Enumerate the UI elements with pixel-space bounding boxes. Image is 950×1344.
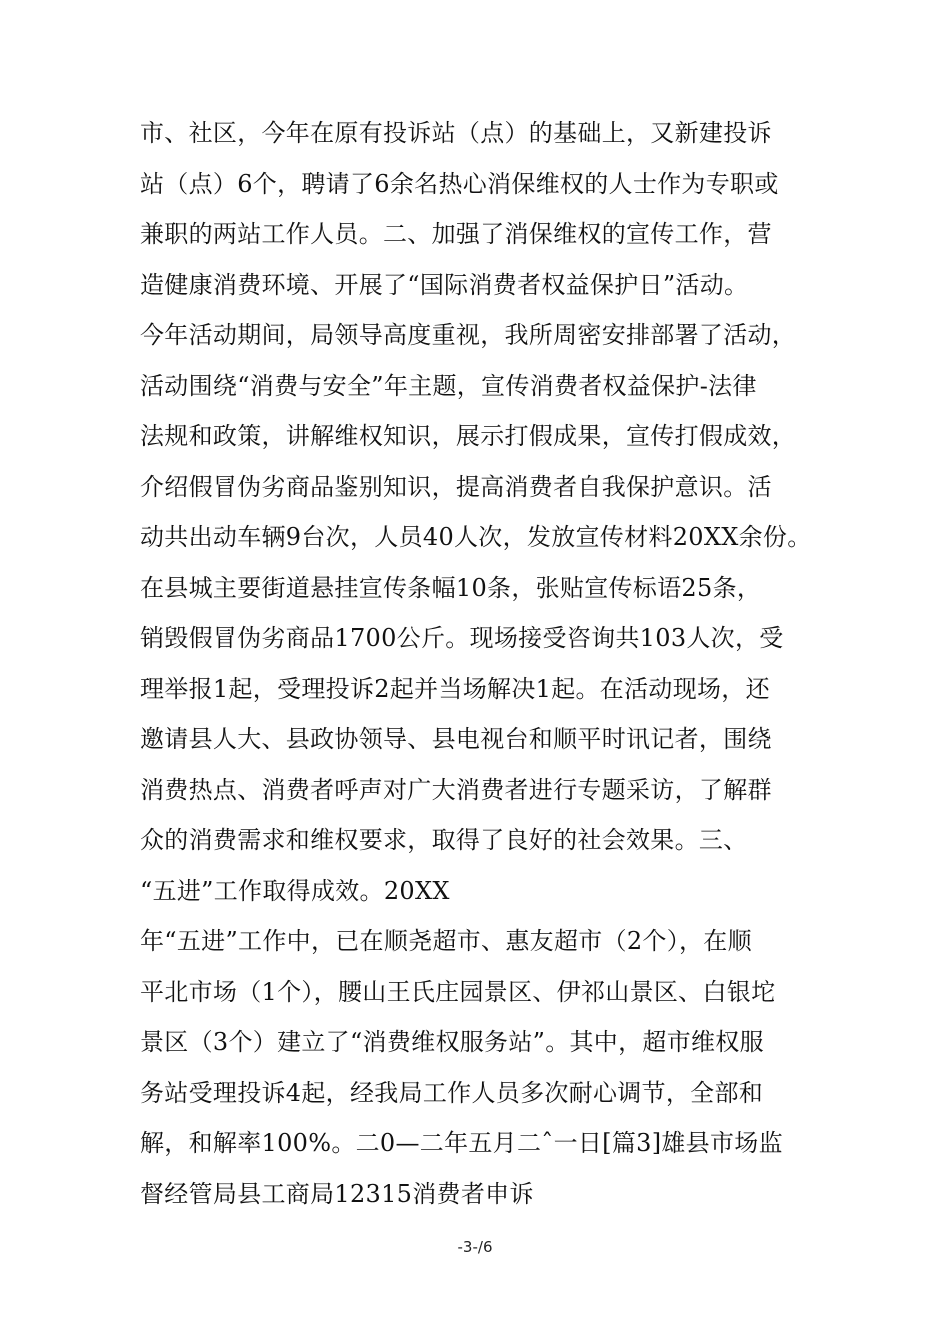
text-line: 法规和政策，讲解维权知识，展示打假成果，宣传打假成效，	[140, 422, 797, 450]
text-line: 平北市场（1个），腰山王氏庄园景区、伊祁山景区、白银坨	[140, 977, 776, 1006]
text-line: 今年活动期间，局领导高度重视，我所周密安排部署了活动，	[140, 321, 797, 349]
text-line: 景区（3个）建立了“消费维权服务站”。其中，超市维权服	[140, 1028, 764, 1056]
text-line: “五进”工作取得成效。20XX	[140, 876, 450, 905]
text-line: 在县城主要街道悬挂宣传条幅10条，张贴宣传标语25条，	[140, 573, 762, 602]
text-line: 动共出动车辆9台次，人员40人次，发放宣传材料20XX余份。	[140, 523, 812, 551]
text-line: 市、社区，今年在原有投诉站（点）的基础上，又新建投诉	[140, 119, 772, 147]
text-line: 年“五进”工作中，已在顺尧超市、惠友超市（2个），在顺	[140, 927, 752, 955]
text-line: 消费热点、消费者呼声对广大消费者进行专题采访，了解群	[140, 775, 772, 804]
text-line: 兼职的两站工作人员。二、加强了消保维权的宣传工作，营	[140, 220, 772, 248]
text-line: 理举报1起，受理投诉2起并当场解决1起。在活动现场，还	[140, 674, 770, 703]
text-line: 解，和解率100%。二0—二年五月二ˆ一日[篇3]雄县市场监	[140, 1129, 783, 1157]
text-line: 造健康消费环境、开展了“国际消费者权益保护日”活动。	[140, 270, 749, 299]
text-line: 众的消费需求和维权要求，取得了良好的社会效果。三、	[140, 826, 748, 854]
text-line: 邀请县人大、县政协领导、县电视台和顺平时讯记者，围绕	[140, 725, 772, 753]
text-line: 督经管局县工商局12315消费者申诉	[140, 1179, 534, 1208]
text-line: 销毁假冒伪劣商品1700公斤。现场接受咨询共103人次，受	[140, 624, 784, 652]
text-line: 介绍假冒伪劣商品鉴别知识，提高消费者自我保护意识。活	[140, 472, 772, 501]
page-number: -3-/6	[457, 1238, 493, 1256]
text-line: 站（点）6个，聘请了6余名热心消保维权的人士作为专职或	[140, 169, 779, 198]
body-text	[140, 108, 830, 1219]
text-line: 活动围绕“消费与安全”年主题，宣传消费者权益保护-法律	[140, 371, 757, 400]
text-line: 务站受理投诉4起，经我局工作人员多次耐心调节，全部和	[140, 1078, 764, 1107]
